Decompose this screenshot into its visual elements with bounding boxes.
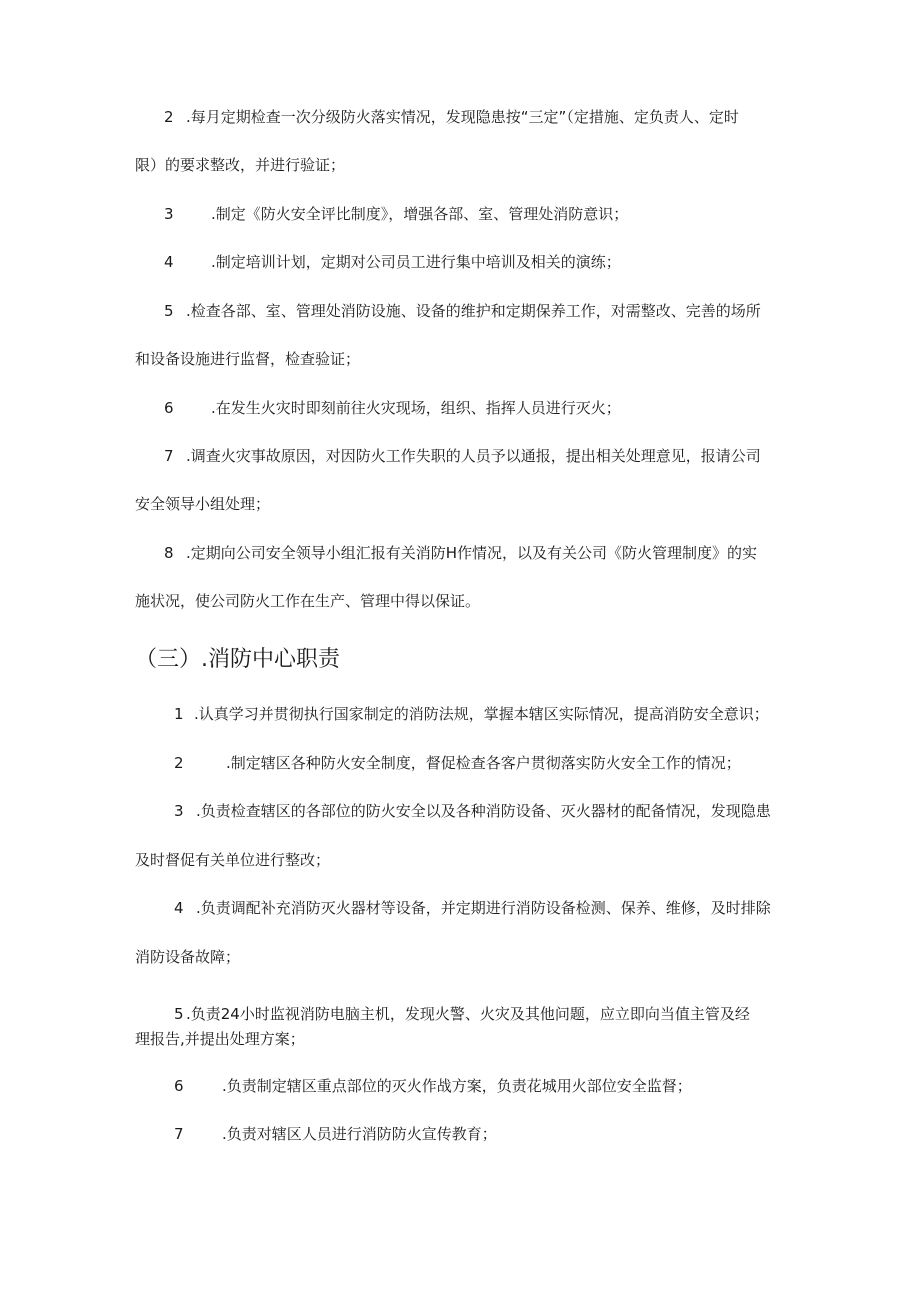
item-number: 6	[174, 1077, 184, 1095]
item-text: .在发生火灾时即刻前往火灾现场，组织、指挥人员进行灭火；	[211, 399, 621, 417]
item-number: 2	[164, 108, 174, 126]
item-text-continued: 安全领导小组处理；	[135, 495, 271, 513]
item-text: .每月定期检查一次分级防火落实情况，发现隐患按“三定”（定措施、定负责人、定时	[186, 108, 739, 126]
item-text-continued: 施状况，使公司防火工作在生产、管理中得以保证。	[135, 592, 481, 610]
item-text: .负责24小时监视消防电脑主机，发现火警、火灾及其他问题，应立即向当值主管及经	[186, 1005, 750, 1023]
item-number: 5	[164, 302, 174, 320]
item-number: 4	[174, 899, 184, 917]
item-text: .调查火灾事故原因，对因防火工作失职的人员予以通报，提出相关处理意见，报请公司	[186, 447, 761, 465]
item-number: 4	[164, 253, 174, 271]
item-number: 7	[174, 1125, 184, 1143]
item-number: 8	[164, 544, 174, 562]
item-text-continued: 消防设备故障；	[135, 948, 241, 966]
item-number: 1	[174, 705, 184, 723]
section-heading: （三）.消防中心职责	[135, 647, 340, 672]
item-text-continued: 和设备设施进行监督，检查验证；	[135, 350, 361, 368]
item-text-continued: 理报告,并提出处理方案；	[135, 1030, 305, 1048]
item-number: 7	[164, 447, 174, 465]
item-text: .认真学习并贯彻执行国家制定的消防法规，掌握本辖区实际情况，提高消防安全意识；	[194, 705, 769, 723]
item-text: .制定培训计划，定期对公司员工进行集中培训及相关的演练；	[211, 253, 621, 271]
item-number: 2	[174, 754, 184, 772]
item-text: .检查各部、室、管理处消防设施、设备的维护和定期保养工作，对需整改、完善的场所	[186, 302, 761, 320]
item-number: 6	[164, 399, 174, 417]
item-text: .负责对辖区人员进行消防防火宣传教育；	[222, 1125, 497, 1143]
item-number: 3	[174, 802, 184, 820]
item-text-continued: 限）的要求整改，并进行验证；	[135, 156, 346, 174]
item-text-continued: 及时督促有关单位进行整改；	[135, 851, 331, 869]
item-text: .定期向公司安全领导小组汇报有关消防H作情况，以及有关公司《防火管理制度》的实	[186, 544, 758, 562]
item-text: .负责制定辖区重点部位的灭火作战方案，负责花城用火部位安全监督；	[222, 1077, 692, 1095]
item-text: .负责调配补充消防灭火器材等设备，并定期进行消防设备检测、保养、维修，及时排除	[196, 899, 771, 917]
item-text: .制定《防火安全评比制度》，增强各部、室、管理处消防意识；	[211, 205, 629, 223]
item-text: .负责检查辖区的各部位的防火安全以及各种消防设备、灭火器材的配备情况，发现隐患	[196, 802, 771, 820]
item-number: 5	[174, 1005, 184, 1023]
item-text: .制定辖区各种防火安全制度，督促检查各客户贯彻落实防火安全工作的情况；	[226, 754, 741, 772]
item-number: 3	[164, 205, 174, 223]
